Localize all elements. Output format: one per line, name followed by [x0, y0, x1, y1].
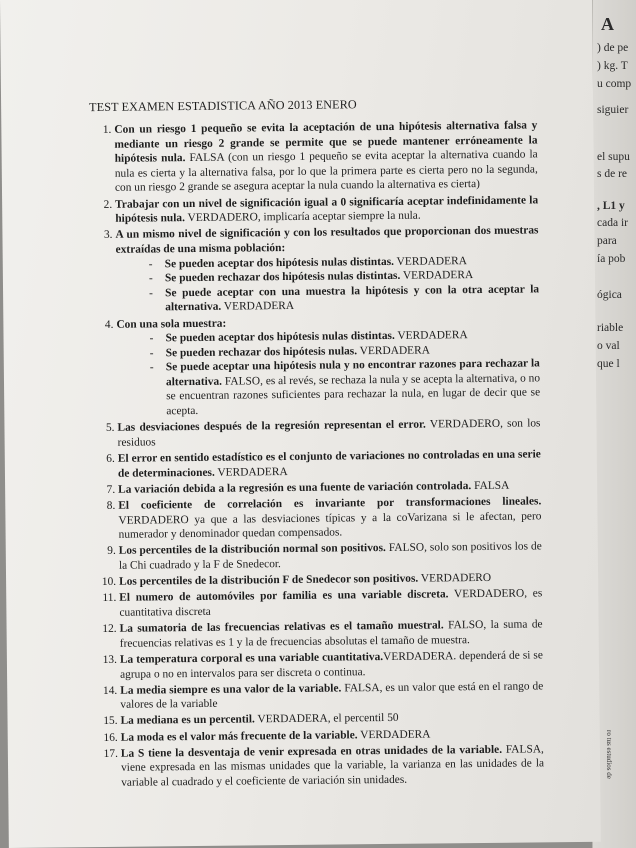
- answer-text: FALSA, es un valor que está en el rango de valores de la variable: [120, 680, 544, 712]
- sub-answer: FALSO, es al revés, se rechaza la nula y se acepta la alternativa, o no se encuentran razones suficientes para rechazar la nula, en lugar de decir que se acepta.: [166, 372, 541, 418]
- question-text: Las desviaciones después de la regresión representan el error.: [117, 418, 426, 435]
- sub-question: Se puede aceptar con una muestra la hipótesis y con la otra aceptar la alternativa.: [165, 283, 540, 314]
- question-item: [93, 447, 541, 481]
- sub-answer: VERDADERA: [400, 269, 474, 282]
- answer-text: VERDADERO, son los residuos: [117, 417, 541, 449]
- fragment-3: u comp: [597, 78, 632, 90]
- sub-question: Se puede aceptar una hipótesis nula y no encontrar razones para rechazar la alternativa.: [165, 357, 540, 389]
- answer-text: FALSA: [471, 479, 510, 492]
- question-item: [94, 540, 542, 574]
- answer-text: VERDADERA: [357, 728, 431, 741]
- question-number: 13.: [102, 653, 117, 666]
- question-number: 9.: [107, 545, 116, 558]
- sub-list: [116, 253, 540, 316]
- question-text: El coeficiente de correlación es invariante por transformaciones lineales.: [118, 495, 542, 512]
- question-number: 12.: [102, 622, 117, 636]
- answer-text: FALSA (con un riesgo 1 pequeño se evita aceptar la alternativa cuando la nula es cierta y la alternativa falsa, por lo que la primera parte es cierta pero no la segunda, con un riesgo 2 grande se asegura aceptar la nula cuando la alternativa es cierta): [114, 148, 538, 195]
- answer-text: VERDADERA. dependerá de si se agrupa o no en intervalos para ser discreta o continua.: [120, 649, 543, 681]
- fragment-14: que l: [597, 358, 620, 370]
- sub-list: [116, 327, 540, 419]
- fragment-11: ógica: [597, 289, 622, 301]
- sub-question: Se pueden aceptar dos hipótesis nulas distintas.: [165, 329, 395, 345]
- fragment-7: , L1 y: [597, 200, 625, 212]
- question-number: 10.: [101, 575, 117, 589]
- answer-text: FALSO, la suma de frecuencias relativas es 1 y la de frecuencias absolutas el tamaño de muestra.: [119, 618, 543, 650]
- question-text: El error en sentido estadístico es el conjunto de variaciones no controladas en una serie de determinaciones.: [117, 448, 541, 480]
- answer-text: VERDADERO, implicaría aceptar siempre la nula.: [184, 209, 421, 225]
- question-item: [92, 417, 540, 451]
- sub-answer: VERDADERA: [356, 344, 431, 357]
- question-number: 7.: [106, 483, 116, 496]
- dash: -: [148, 257, 153, 270]
- fragment-6: s de re: [597, 168, 628, 180]
- question-number: 3.: [103, 229, 113, 242]
- question-number: 16.: [103, 731, 118, 744]
- question-number: 5.: [105, 422, 115, 435]
- question-number: 2.: [103, 198, 113, 211]
- dash: -: [149, 287, 153, 300]
- answer-text: VERDADERA, el percentil 50: [254, 712, 399, 726]
- sub-answer: VERDADERA: [393, 254, 467, 268]
- question-number: 11.: [102, 592, 117, 605]
- fragment-0: A: [601, 14, 614, 34]
- fragment-2: ) kg. T: [597, 60, 628, 72]
- answer-text: FALSA, viene expresada en las mismas unidades que la variable, la varianza en las unidades de la variable al cuadrado y el coeficiente de variación sin unidades.: [120, 743, 545, 789]
- question-number: 17.: [103, 747, 118, 760]
- question-number: 15.: [103, 715, 118, 728]
- question-number: 6.: [106, 452, 115, 465]
- dash: -: [149, 332, 154, 345]
- question-text: La temperatura corporal es una variable cuantitativa.: [119, 650, 384, 666]
- question-number: 4.: [104, 318, 114, 331]
- question-item: [96, 742, 544, 790]
- fragment-9: para: [597, 235, 617, 247]
- sub-question: Se pueden rechazar dos hipótesis nulas distintas.: [164, 269, 401, 285]
- question-item: [90, 224, 539, 316]
- fragment-1: ) de pe: [597, 42, 629, 54]
- fragment-5: el supu: [597, 151, 630, 163]
- question-text: La mediana es un percentil.: [120, 713, 255, 728]
- question-item: [94, 587, 542, 621]
- fragment-8: cada ir: [597, 217, 628, 229]
- question-item: [89, 118, 538, 196]
- fragment-10: ía pob: [597, 253, 626, 265]
- fragment-12: riable: [597, 322, 624, 334]
- vertical-margin-text: ro tus estudios de: [605, 730, 613, 779]
- question-number: 1.: [102, 123, 112, 136]
- question-text: Con una sola muestra:: [116, 317, 227, 331]
- answer-text: VERDADERO ya que a las desviaciones típicas y a la coVarizana si le afectan, pero numerador y denominador quedan compensados.: [118, 509, 542, 541]
- question-text: Trabajar con un nivel de significación igual a 0 significaría aceptar indefinidamente la hipótesis nula.: [115, 193, 539, 225]
- dash: -: [148, 272, 153, 285]
- sub-item: [149, 282, 539, 315]
- dash: -: [149, 347, 154, 360]
- question-text: La moda es el valor más frecuente de la variable.: [120, 728, 358, 744]
- question-text: La sumatoria de las frecuencias relativas es el tamaño muestral.: [119, 619, 444, 635]
- sub-question: Se pueden aceptar dos hipótesis nulas distintas.: [164, 255, 395, 270]
- question-text: Los percentiles de la distribución F de Snedecor son positivos.: [119, 572, 419, 588]
- sub-question: Se pueden rechazar dos hipótesis nulas.: [165, 344, 358, 359]
- question-item: [95, 679, 543, 713]
- question-text: El numero de automóviles por familia es una variable discreta.: [119, 588, 449, 605]
- question-text: La S tiene la desventaja de venir expresada en otras unidades de la variable.: [120, 743, 503, 760]
- sub-answer: VERDADERA: [221, 300, 295, 314]
- question-item: [91, 313, 540, 420]
- answer-text: VERDADERO, es cuantitativa discreta: [119, 587, 543, 619]
- question-item: [95, 617, 543, 651]
- answer-text: FALSO, solo son positivos los de la Chi cuadrado y la F de Snedecor.: [118, 540, 542, 572]
- question-text: A un mismo nivel de significación y con los resultados que proporcionan dos muestras extraídas de una misma población:: [115, 224, 539, 256]
- fragment-4: siguier: [597, 104, 629, 116]
- question-list: [89, 118, 544, 792]
- answer-text: VERDADERA: [214, 465, 288, 479]
- answer-text: VERDADERO: [418, 572, 492, 585]
- question-text: Con un riesgo 1 pequeño se evita la aceptación de una hipótesis alternativa falsa y mediante un riesgo 2 grande se permite que se puede mantener erróneamente la hipótesis nula.: [114, 119, 538, 165]
- page-title: TEST EXAMEN ESTADISTICA AÑO 2013 ENERO: [89, 97, 357, 115]
- question-item: [90, 193, 538, 227]
- question-text: Los percentiles de la distribución normal son positivos.: [118, 542, 386, 558]
- question-text: La media siempre es una valor de la variable.: [120, 682, 342, 697]
- question-number: 14.: [102, 684, 118, 697]
- sub-answer: VERDADERA: [394, 329, 468, 342]
- sub-item: [150, 357, 541, 419]
- question-item: [95, 648, 543, 682]
- fragment-13: o val: [597, 340, 620, 352]
- question-item: [93, 494, 541, 542]
- question-text: La variación debida a la regresión es una fuente de variación controlada.: [118, 479, 472, 496]
- dash: -: [149, 361, 154, 374]
- question-number: 8.: [106, 499, 116, 512]
